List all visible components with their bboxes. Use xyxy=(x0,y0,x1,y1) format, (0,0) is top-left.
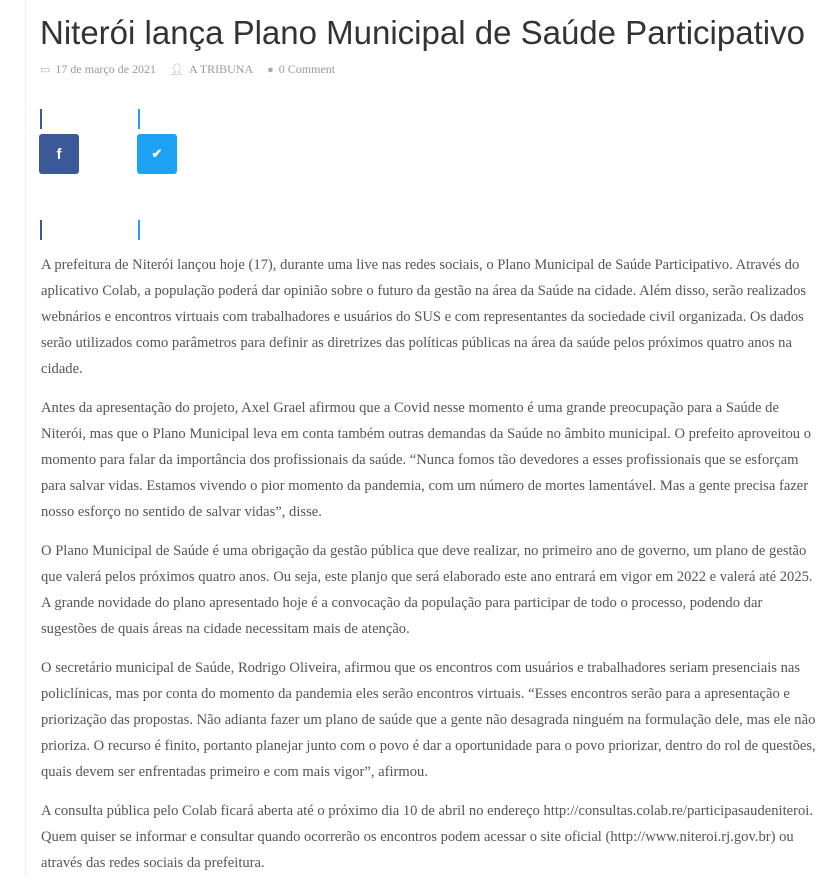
date-text: 17 de março de 2021 xyxy=(55,62,157,76)
paragraph: A consulta pública pelo Colab ficará aberta até o próximo dia 10 de abril no endereço http://consultas.colab.re/participasaudeniteroi. Quem quiser se informar e consultar quando ocorrerão os encontros podem acessar o site oficial (http://www.niteroi.rj.gov.br) ou através das redes sociais da prefeitura. xyxy=(41,803,813,871)
paragraph: O Plano Municipal de Saúde é uma obrigação da gestão pública que deve realizar, no primeiro ano de governo, um plano de gestão que valerá pelos próximos quatro anos. Ou seja, este planjo que será elaborado este ano entrará em vigor em 2022 e valerá até 2025. A grande novidade do plano apresentado hoje é a convocação da população para participar de todo o processo, podendo dar sugestões de quais áreas na cidade necessitam mais de atenção. xyxy=(41,543,813,637)
page-title: Niterói lança Plano Municipal de Saúde Participativo xyxy=(40,14,805,51)
comment-icon: ● xyxy=(267,63,274,76)
divider xyxy=(40,109,42,129)
paragraph: Antes da apresentação do projeto, Axel Grael afirmou que a Covid nesse momento é uma grande preocupação para a Saúde de Niterói, mas que o Plano Municipal leva em conta também outras demandas da Saúde no âmbito municipal. O prefeito aproveitou o momento para falar da importância dos profissionais da saúde. “Nunca fomos tão devedores a esses profissionais que se esforçam para salvar vidas. Estamos vivendo o pior momento da pandemia, com um número de mortes lamentável. Mas a gente precisa fazer nosso esforço no sentido de salvar vidas”, disse. xyxy=(41,400,812,520)
twitter-share-button[interactable] xyxy=(137,134,177,174)
facebook-share-button[interactable] xyxy=(39,134,79,174)
paragraph: O secretário municipal de Saúde, Rodrigo Oliveira, afirmou que os encontros com usuários e trabalhadores seriam presenciais nas policlínicas, mas por conta do momento da pandemia eles serão encontros virtuais. “Esses encontros serão para a apresentação e priorização das propostas. Não adianta fazer um plano de saúde que a gente não desagrada ninguém na formulação dele, mas ele não prioriza. O recurso é finito, portanto planejar junto com o povo é dar a oportunidade para o povo priorizar, dentro do rol de questões, quais devem ser enfrentadas primeiro e com mais vigor”, afirmou. xyxy=(41,660,816,780)
post-date xyxy=(40,62,156,77)
divider xyxy=(40,220,42,240)
twitter-icon: ✔ xyxy=(151,146,163,161)
post-meta xyxy=(40,62,335,77)
facebook-icon: f xyxy=(56,145,62,163)
author-text[interactable]: A TRIBUNA xyxy=(189,62,254,76)
comments-text[interactable]: 0 Comment xyxy=(278,62,336,76)
calendar-icon: ▭ xyxy=(40,64,51,76)
post-comments[interactable] xyxy=(267,62,335,77)
article xyxy=(25,0,826,876)
paragraph: A prefeitura de Niterói lançou hoje (17), durante uma live nas redes sociais, o Plano Municipal de Saúde Participativo. Através do aplicativo Colab, a população poderá dar opinião sobre o futuro da gestão na área da Saúde na cidade. Além disso, serão realizados webnários e encontros virtuais com trabalhadores e usuários do SUS e com representantes da sociedade civil organizada. Os dados serão utilizados como parâmetros para definir as diretrizes das políticas públicas na área da saúde pelos próximos quatro anos na cidade. xyxy=(41,257,807,377)
divider xyxy=(138,220,140,240)
article-body xyxy=(41,252,816,889)
post-author[interactable] xyxy=(170,62,253,77)
divider xyxy=(138,109,140,129)
user-icon: 👤︎ xyxy=(170,64,185,76)
